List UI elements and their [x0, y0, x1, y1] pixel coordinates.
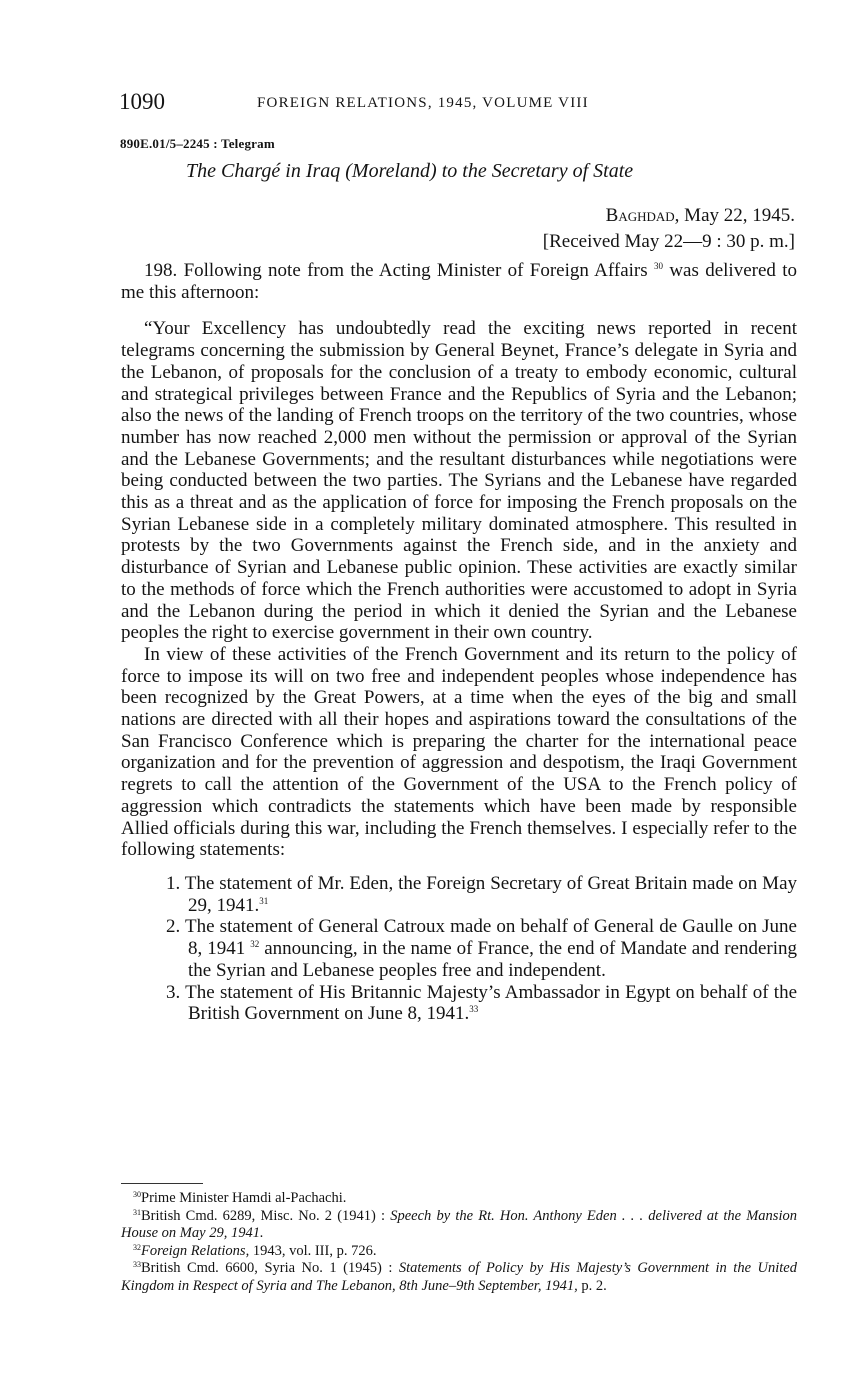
statement-text: 1. The statement of Mr. Eden, the Foreign Secretary of Great Britain made on May 29, 1941. — [166, 872, 797, 916]
running-head: FOREIGN RELATIONS, 1945, VOLUME VIII — [257, 95, 589, 111]
statement-item — [166, 873, 797, 916]
statement-tail: announcing, in the name of France, the end of Mandate and rendering the Syrian and Lebanese peoples free and independent. — [188, 938, 797, 981]
page-header — [119, 89, 799, 119]
footnote-text: British Cmd. 6289, Misc. No. 2 (1941) : — [141, 1207, 391, 1224]
footnote-italic: Foreign Relations, — [141, 1242, 250, 1259]
dateline-date: May 22, 1945. — [684, 205, 795, 226]
footnote — [121, 1208, 797, 1243]
statements-list — [166, 873, 797, 1025]
statement-text: 3. The statement of His Britannic Majesty’s Ambassador in Egypt on behalf of the British Government on June 8, 1941. — [166, 981, 797, 1025]
footnote-ref: 33 — [469, 1004, 479, 1015]
telegram-body — [121, 260, 797, 1025]
footnote-tail: p. 2. — [577, 1277, 607, 1294]
dateline-place: Baghdad, — [605, 205, 680, 226]
quote-paragraph: In view of these activities of the French Government and its return to the policy of force to impose its will on two free and independent peoples whose independence has been recognized by the Great Powers, at a time when the eyes of the big and small nations are directed with all their hopes and aspirations toward the consultations of the San Francisco Conference which is preparing the charter for the international peace organization and for the prevention of aggression and despotism, the Iraqi Government regrets to call the attention of the Government of the USA to the French policy of aggression which contradicts the statements which have been made by responsible Allied officials during this war, including the French themselves. I especially refer to the following statements: — [121, 643, 797, 861]
footnote-text: Prime Minister Hamdi al-Pachachi. — [141, 1190, 347, 1206]
footnote-number: 30 — [133, 1190, 141, 1199]
footnote — [121, 1190, 797, 1208]
intro-paragraph — [121, 260, 797, 303]
footnote-ref: 30 — [653, 261, 663, 271]
footnote-ref: 31 — [259, 895, 269, 906]
footnote-italic: Statements of Policy by His Majesty’s Government in the United Kingdom in Respect of Syria and The Lebanon, 8th June–9th September, 1941, — [121, 1260, 797, 1294]
footnote-divider — [121, 1183, 203, 1184]
footnote-number: 32 — [133, 1242, 141, 1252]
statement-text: 2. The statement of General Catroux made on behalf of General de Gaulle on June 8, 1941 — [166, 916, 797, 960]
footnote — [121, 1260, 797, 1295]
statement-item — [166, 982, 797, 1025]
file-reference: 890E.01/5–2245 : Telegram — [120, 136, 275, 151]
footnote — [121, 1243, 797, 1261]
footnote-ref: 32 — [250, 939, 260, 950]
dateline — [606, 205, 795, 227]
page-number: 1090 — [119, 89, 165, 114]
footnote-number: 33 — [133, 1260, 141, 1269]
received-note: [Received May 22—9 : 30 p. m.] — [542, 231, 795, 252]
statement-item — [166, 916, 797, 981]
document-title: The Chargé in Iraq (Moreland) to the Secretary of State — [186, 160, 634, 182]
quote-paragraph: “Your Excellency has undoubtedly read the exciting news reported in recent telegrams concerning the submission by General Beynet, France’s delegate in Syria and the Lebanon, of proposals for the conclusion of a treaty to embody economic, cultural and strategical privileges between France and the Republics of Syria and the Lebanon; also the news of the landing of French troops on the territory of the two countries, whose number has now reached 2,000 men without the permission or approval of the Syrian and the Lebanese Governments; and the resultant disturbances while negotiations were being conducted between the two parties. The Syrians and the Lebanese have regarded this as a threat and as the application of force for imposing the French proposals on the Syrian Lebanese side in a completely military dominated atmosphere. This resulted in protests by the two Governments against the French side, and in the anxiety and disturbance of Syrian and Lebanese public opinion. These activities are exactly similar to the methods of force which the French authorities were accustomed to adopt in Syria and the Lebanon during the period in which it denied the Syrian and the Lebanese peoples the right to exercise government in their own country. — [121, 318, 797, 644]
footnotes — [121, 1190, 797, 1295]
footnote-italic: Speech by the Rt. Hon. Anthony Eden . . . delivered at the Mansion House on May 29, 1941. — [121, 1207, 797, 1241]
footnote-tail: 1943, vol. III, p. 726. — [249, 1242, 377, 1259]
footnote-text: British Cmd. 6600, Syria No. 1 (1945) : — [141, 1260, 399, 1276]
intro-text: 198. Following note from the Acting Minister of Foreign Affairs — [144, 260, 648, 281]
footnote-number: 31 — [133, 1207, 141, 1217]
intro-tail: was delivered to me this afternoon: — [121, 260, 798, 303]
